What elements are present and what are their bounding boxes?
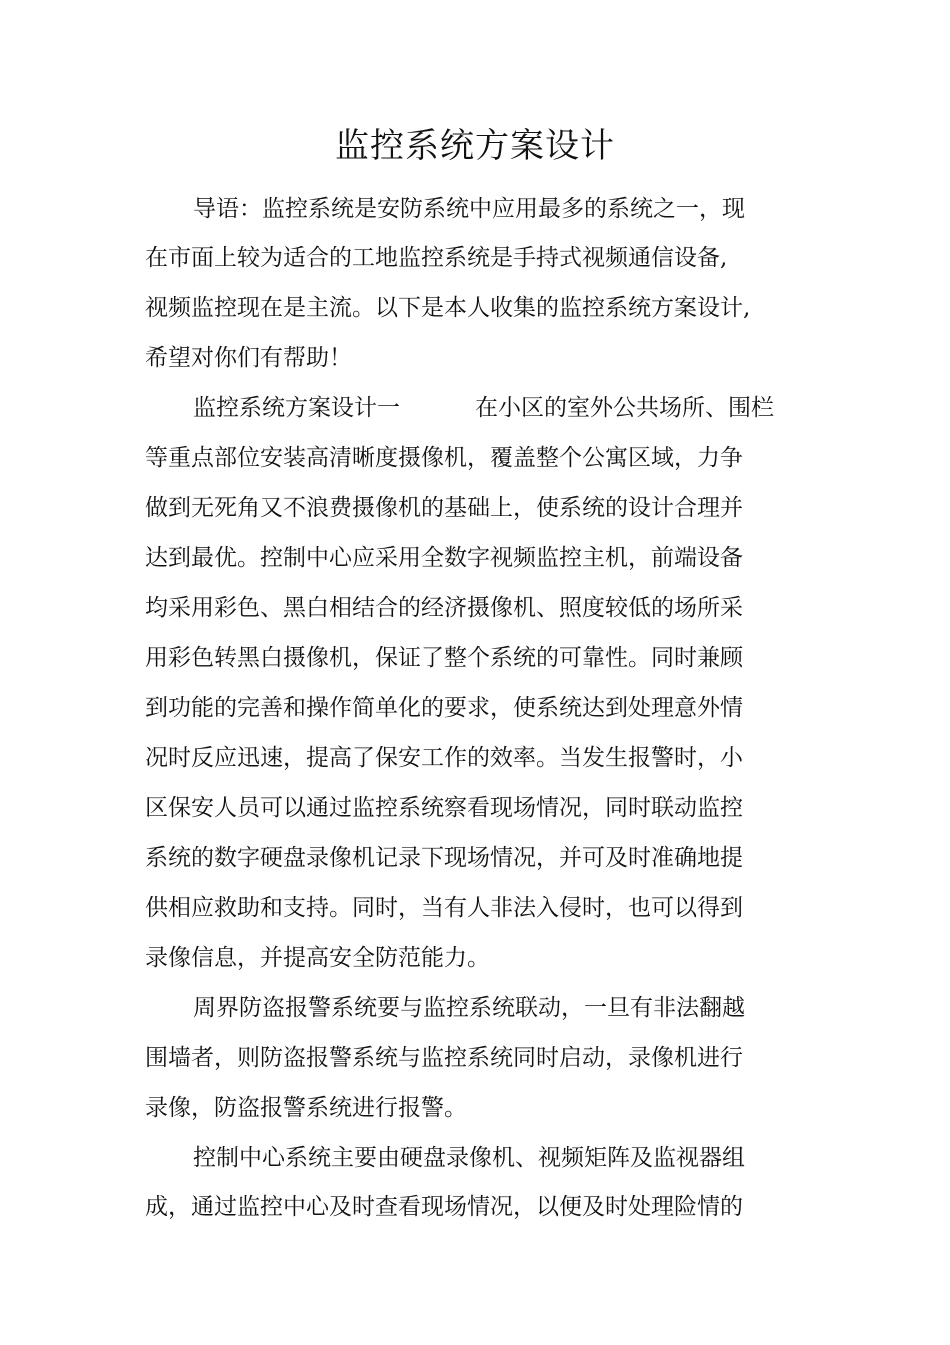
paragraph-line: 录像信息，并提高安全防范能力。 — [145, 945, 490, 971]
section-heading: 监控系统方案设计一 — [193, 395, 400, 421]
section-heading-line — [193, 388, 773, 428]
paragraph-line: 区保安人员可以通过监控系统察看现场情况，同时联动监控 — [145, 795, 743, 821]
paragraph-line: 在市面上较为适合的工地监控系统是手持式视频通信设备, — [145, 245, 728, 271]
paragraph-line: 希望对你们有帮助！ — [145, 345, 352, 371]
paragraph-line: 达到最优。控制中心应采用全数字视频监控主机，前端设备 — [145, 545, 743, 571]
paragraph-line: 控制中心系统主要由硬盘录像机、视频矩阵及监视器组 — [193, 1145, 745, 1171]
paragraph-line: 系统的数字硬盘录像机记录下现场情况，并可及时准确地提 — [145, 845, 743, 871]
paragraph-line: 况时反应迅速，提高了保安工作的效率。当发生报警时，小 — [145, 745, 743, 771]
paragraph-line: 均采用彩色、黑白相结合的经济摄像机、照度较低的场所采 — [145, 595, 743, 621]
paragraph-line: 用彩色转黑白摄像机，保证了整个系统的可靠性。同时兼顾 — [145, 645, 743, 671]
paragraph-line: 视频监控现在是主流。以下是本人收集的监控系统方案设计, — [145, 295, 751, 321]
paragraph-line: 成，通过监控中心及时查看现场情况，以便及时处理险情的 — [145, 1194, 743, 1220]
paragraph-line: 供相应救助和支持。同时，当有人非法入侵时，也可以得到 — [145, 895, 743, 921]
paragraph-line: 导语：监控系统是安防系统中应用最多的系统之一，现 — [193, 196, 745, 222]
paragraph-line: 录像，防盗报警系统进行报警。 — [145, 1095, 467, 1121]
paragraph-line: 周界防盗报警系统要与监控系统联动，一旦有非法翻越 — [193, 995, 745, 1021]
page-title: 监控系统方案设计 — [335, 126, 615, 166]
paragraph-line-start: 在小区的室外公共场所、围栏 — [475, 395, 774, 421]
paragraph-line: 围墙者，则防盗报警系统与监控系统同时启动，录像机进行 — [145, 1045, 743, 1071]
paragraph-line: 做到无死角又不浪费摄像机的基础上，使系统的设计合理并 — [145, 495, 743, 521]
paragraph-line: 到功能的完善和操作简单化的要求，使系统达到处理意外情 — [145, 695, 743, 721]
paragraph-line: 等重点部位安装高清晰度摄像机，覆盖整个公寓区域，力争 — [145, 445, 743, 471]
